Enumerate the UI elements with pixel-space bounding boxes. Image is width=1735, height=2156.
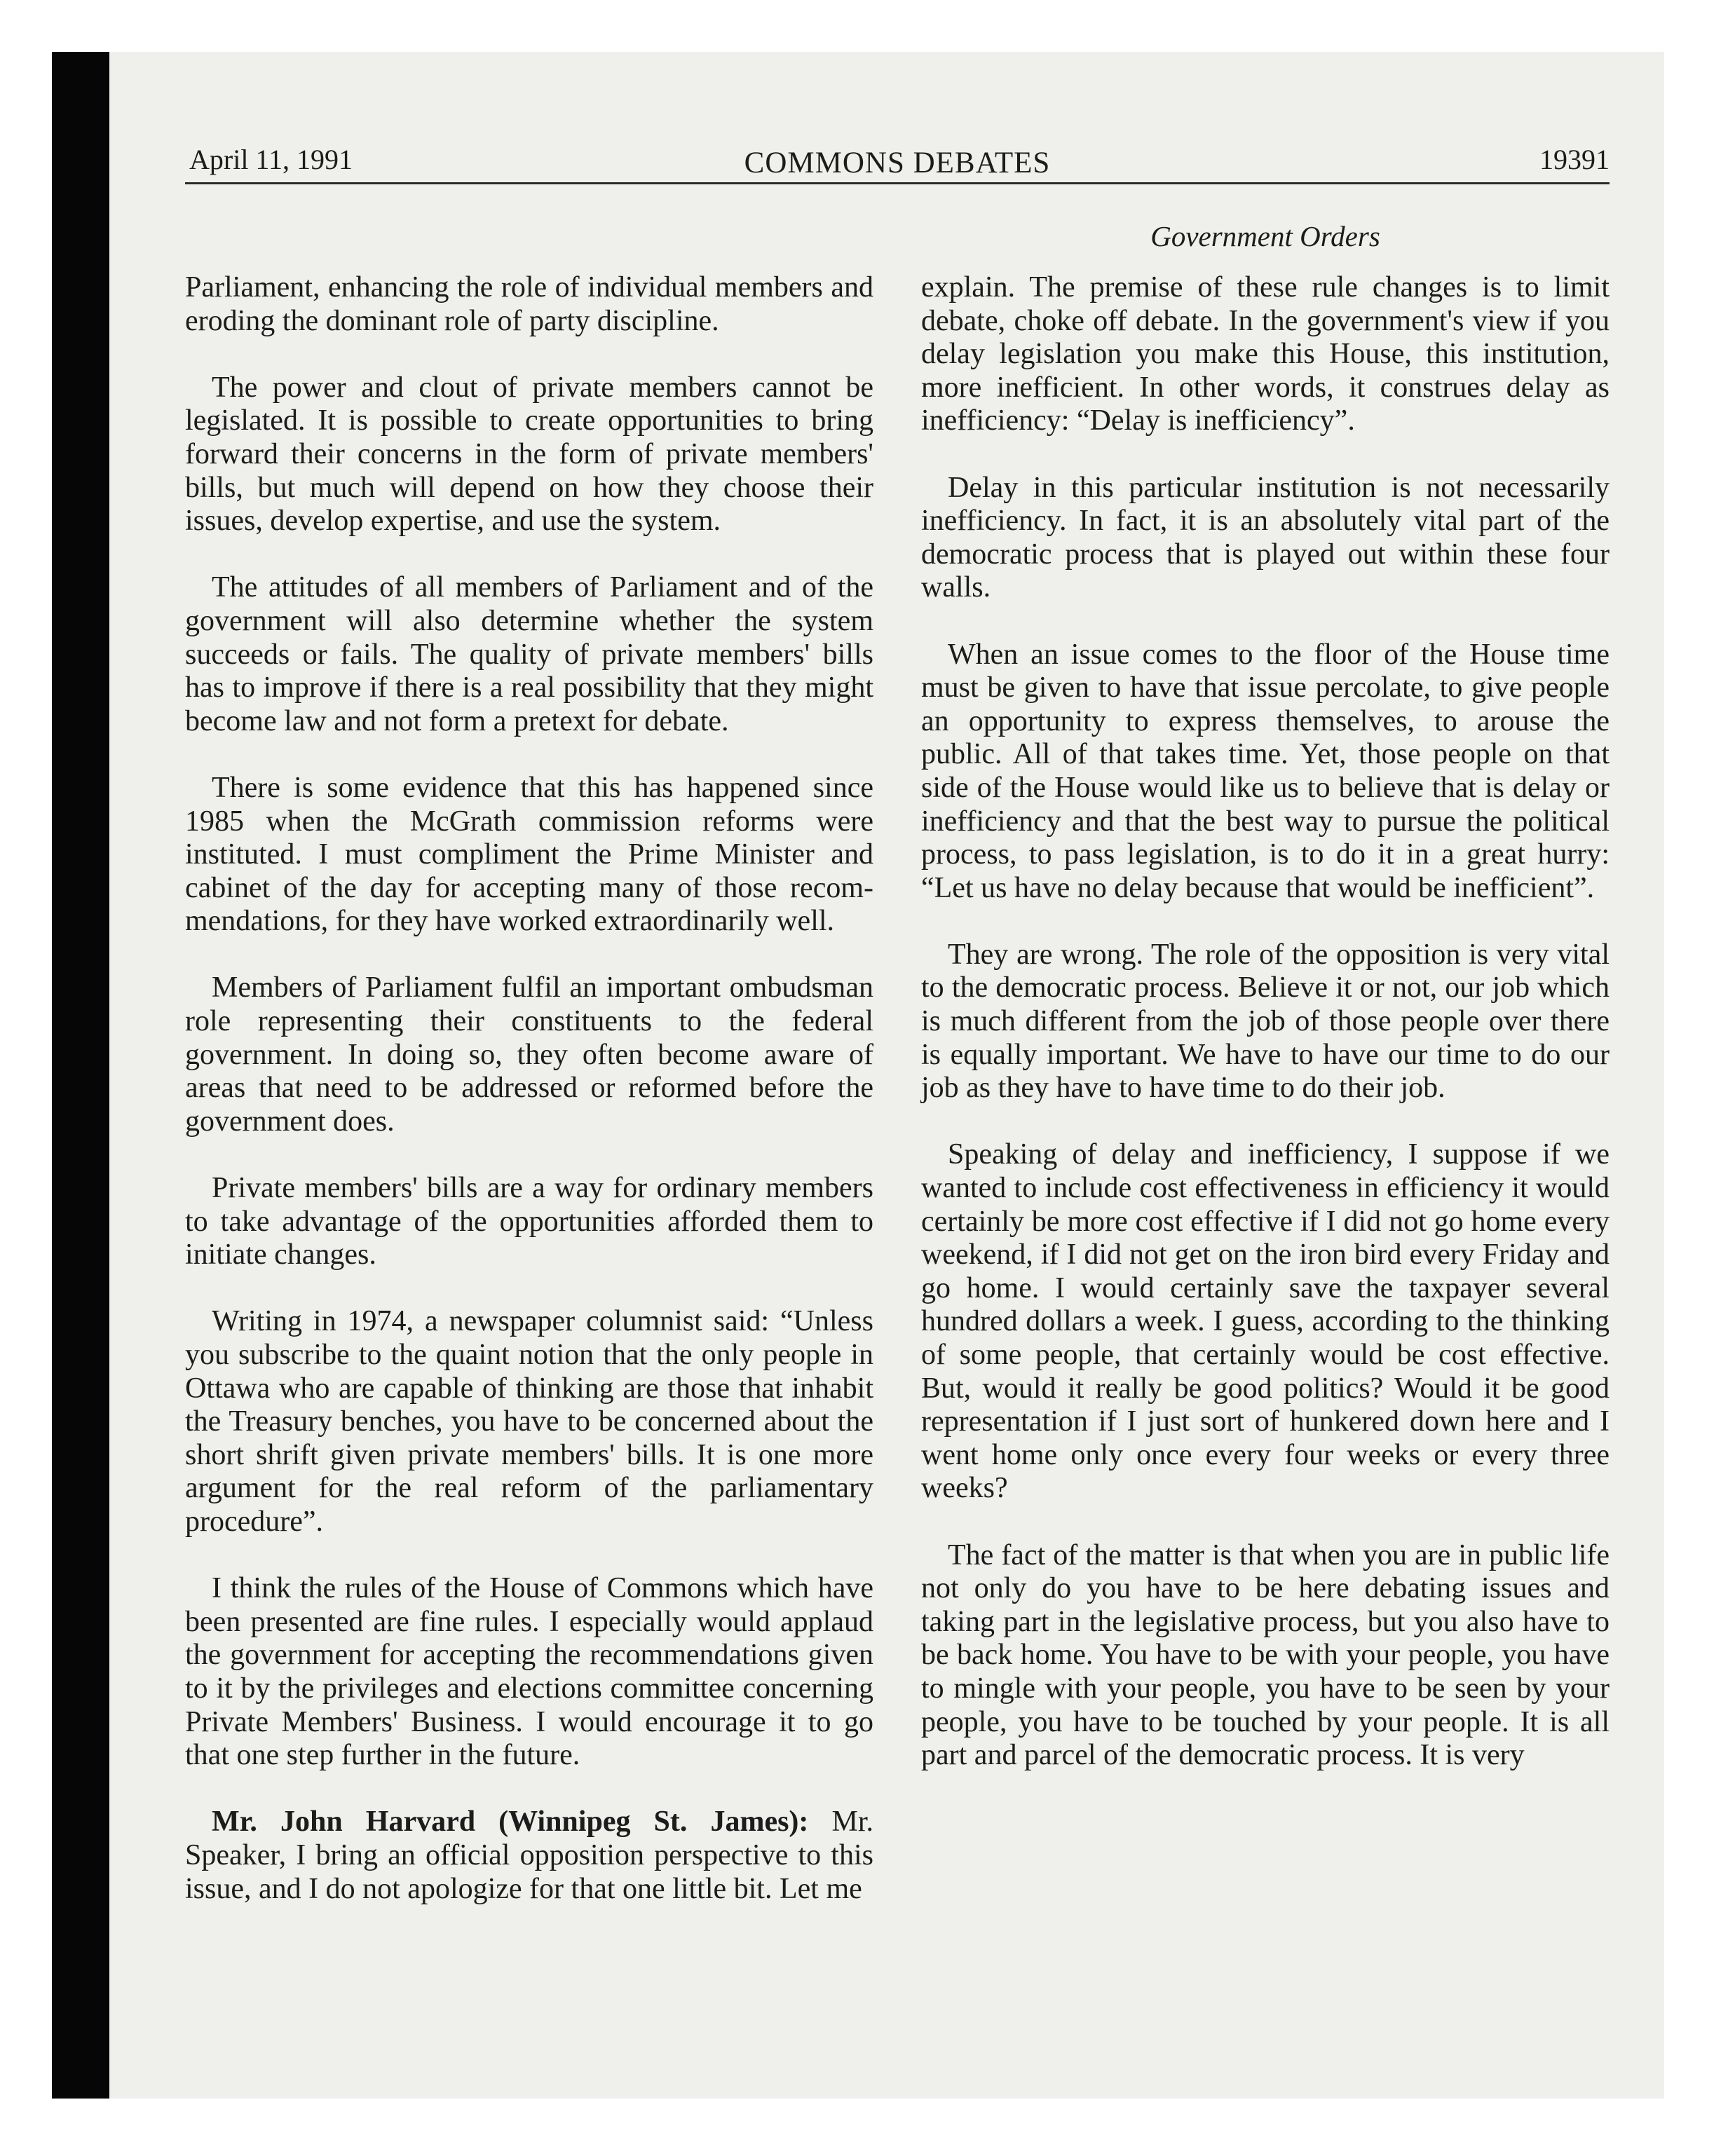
paragraph: Delay in this particular institution is not necessarily inefficiency. In fact, it is an absolutely vital part of the democratic process that is played out within these four walls. [921, 471, 1610, 604]
header-rule [185, 182, 1610, 184]
paragraph: The fact of the matter is that when you are in public life not only do you have to be here debating issues and taking part in the legislative process, but you also have to be back home. You have to be with your people, you have to mingle with your people, you have to be seen by your people, you have to be touched by your people. It is all part and parcel of the democratic process. It is very [921, 1538, 1610, 1772]
paragraph: There is some evidence that this has happened since 1985 when the McGrath commission reforms were instituted. I must compliment the Prime Minister and cabinet of the day for accepting many of those recommendations, for they have worked extraordinarily well. [185, 771, 873, 938]
header-page-number: 19391 [1539, 144, 1610, 175]
header-publication-title: COMMONS DEBATES [744, 146, 1051, 179]
left-column [185, 271, 873, 1939]
speaker-name: Mr. John Harvard (Winnipeg St. James): [212, 1806, 809, 1838]
right-column [921, 271, 1610, 1806]
paragraph: The attitudes of all members of Parliament and of the government will also determine whether the system succeeds or fails. The quality of private members' bills has to improve if there is a real possibility that they might become law and not form a pretext for debate. [185, 571, 873, 737]
paragraph: They are wrong. The role of the opposition is very vital to the democratic process. Believe it or not, our job which is much different from the job of those people over there is equally important. We have to have our time to do our job as they have to have time to do their job. [921, 938, 1610, 1105]
paragraph: Writing in 1974, a newspaper columnist said: “Unless you subscribe to the quaint notion that the only people in Ottawa who are capable of thinking are those that inhabit the Treasury benches, you have to be concerned about the short shrift given private members' bills. It is one more argument for the real reform of the parliamentary procedure”. [185, 1305, 873, 1538]
paragraph: Parliament, enhancing the role of individual members and eroding the dominant role of party discipline. [185, 271, 873, 337]
running-header [185, 133, 1610, 182]
paragraph: The power and clout of private members cannot be legislated. It is possible to create opportunities to bring forward their concerns in the form of private members' bills, but much will depend on how they choose their issues, develop expertise, and use the system. [185, 371, 873, 538]
paragraph: I think the rules of the House of Commons which have been presented are fine rules. I especially would applaud the government for accepting the recommendations given to it by the privileges and elections committee concerning Private Members' Business. I would encourage it to go that one step further in the future. [185, 1572, 873, 1772]
paragraph: explain. The premise of these rule changes is to limit debate, choke off debate. In the government's view if you delay legislation you make this House, this institution, more inefficient. In other words, it construes delay as inefficiency: “Delay is inefficiency”. [921, 271, 1610, 437]
paragraph: Private members' bills are a way for ordinary members to take advantage of the opportunities afforded them to initiate changes. [185, 1172, 873, 1271]
section-heading: Government Orders [1150, 220, 1380, 252]
document-page [185, 133, 1610, 1905]
scan-binding-edge [52, 52, 109, 2099]
paragraph: Speaking of delay and inefficiency, I suppose if we wanted to include cost effectiveness in efficiency it would certainly be more cost effective if I did not go home every weekend, if I did not get on the iron bird every Friday and go home. I would certainly save the taxpayer several hundred dollars a week. I guess, according to the thinking of some people, that certainly would be cost effective. But, would it really be good politics? Would it be good representation if I just sort of hunkered down here and I went home only once every four weeks or every three weeks? [921, 1138, 1610, 1505]
paragraph: Members of Parliament fulfil an important ombudsman role representing their constituents to the federal government. In doing so, they often become aware of areas that need to be addressed or reformed before the government does. [185, 971, 873, 1138]
speaker-paragraph [185, 1806, 873, 1906]
paragraph: When an issue comes to the floor of the House time must be given to have that issue percolate, to give people an opportunity to express themselves, to arouse the public. All of that takes time. Yet, those people on that side of the House would like us to believe that is delay or inefficiency and that the best way to pursue the political process, to pass legislation, is to do it in a great hurry: “Let us have no delay because that would be inefficient”. [921, 638, 1610, 904]
speaker-text: Mr. Speaker, I bring an official opposition perspective to this issue, and I do not apologize for that one little bit. Let me [185, 1806, 873, 1905]
header-date: April 11, 1991 [189, 144, 353, 175]
